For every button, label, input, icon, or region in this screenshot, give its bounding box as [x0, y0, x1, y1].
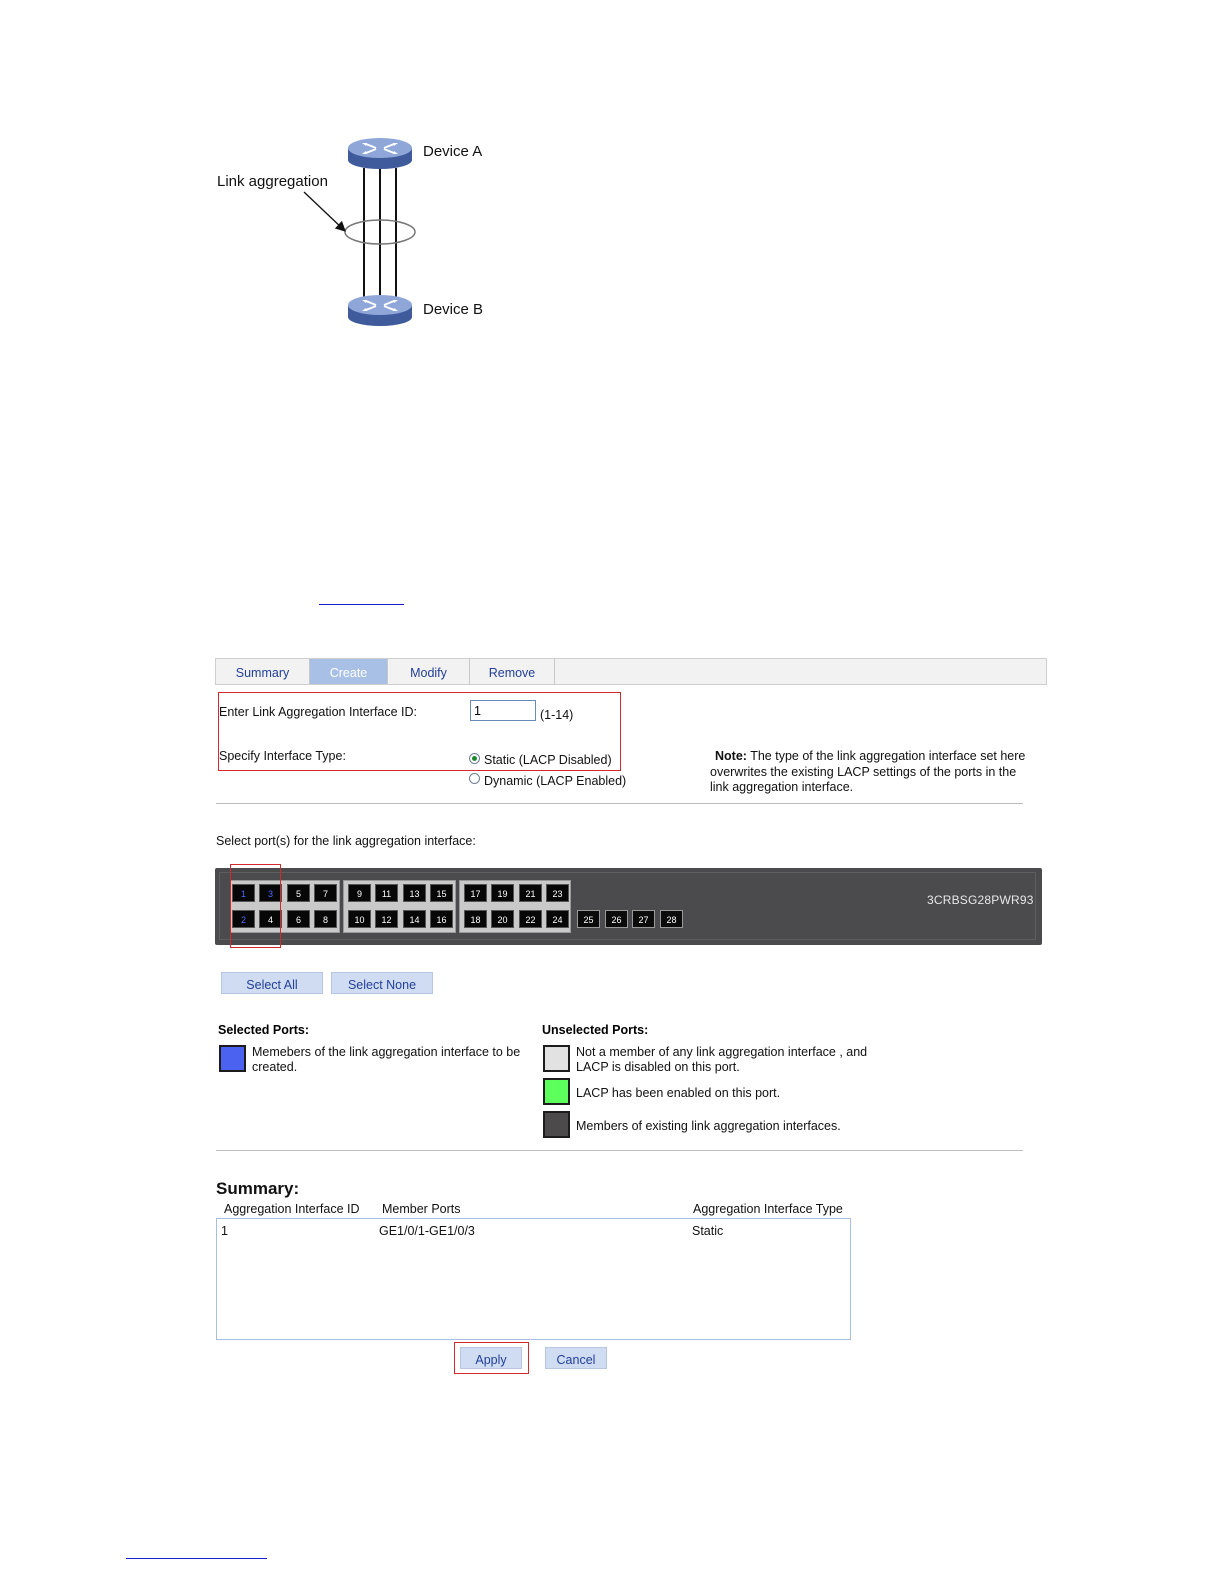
summary-header-members: Member Ports — [382, 1202, 461, 1216]
port-11[interactable]: 11 — [375, 884, 398, 902]
dynamic-radio-label: Dynamic (LACP Enabled) — [484, 774, 627, 788]
select-all-button[interactable]: Select All — [221, 972, 323, 994]
interface-type-label: Specify Interface Type: — [219, 749, 346, 763]
static-radio[interactable] — [469, 753, 480, 764]
selected-desc-line2: created. — [252, 1060, 298, 1074]
port-14[interactable]: 14 — [403, 910, 426, 928]
port-6[interactable]: 6 — [287, 910, 310, 928]
device-a-icon — [348, 138, 412, 169]
divider-2 — [216, 1150, 1023, 1151]
tab-remove[interactable]: Remove — [470, 659, 555, 684]
select-ports-label: Select port(s) for the link aggregation interface: — [216, 834, 476, 848]
apply-button[interactable]: Apply — [460, 1347, 522, 1369]
selected-swatch — [219, 1045, 246, 1072]
port-7[interactable]: 7 — [314, 884, 337, 902]
summary-header-id: Aggregation Interface ID — [224, 1202, 360, 1216]
port-9[interactable]: 9 — [348, 884, 371, 902]
doc-link-underline[interactable] — [319, 604, 404, 605]
port-17[interactable]: 17 — [464, 884, 487, 902]
divider — [216, 803, 1023, 804]
tab-summary[interactable]: Summary — [216, 659, 310, 684]
device-b-icon — [348, 295, 412, 326]
port-5[interactable]: 5 — [287, 884, 310, 902]
static-radio-label: Static (LACP Disabled) — [484, 753, 612, 767]
tab-create[interactable]: Create — [310, 659, 388, 684]
interface-id-label: Enter Link Aggregation Interface ID: — [219, 705, 418, 719]
lacp-enabled-swatch — [543, 1078, 570, 1105]
note-line3: link aggregation interface. — [710, 780, 854, 794]
note-line2: overwrites the existing LACP settings of the ports in the — [710, 765, 1017, 779]
switch-panel — [215, 868, 1042, 945]
device-a-label: Device A — [423, 143, 483, 160]
interface-id-input[interactable] — [470, 700, 536, 721]
summary-header-type: Aggregation Interface Type — [693, 1202, 843, 1216]
port-24[interactable]: 24 — [546, 910, 569, 928]
interface-id-range: (1-14) — [540, 708, 574, 722]
summary-row-members: GE1/0/1-GE1/0/3 — [379, 1224, 475, 1238]
tab-modify[interactable]: Modify — [388, 659, 470, 684]
existing-member-swatch — [543, 1111, 570, 1138]
tab-bar — [215, 658, 1047, 685]
port-21[interactable]: 21 — [519, 884, 542, 902]
unselected-ports-title: Unselected Ports: — [542, 1023, 649, 1037]
port-27[interactable]: 27 — [632, 910, 655, 928]
device-b-label: Device B — [423, 301, 484, 318]
selected-ports-title: Selected Ports: — [218, 1023, 310, 1037]
note-text — [715, 749, 1025, 763]
existing-member-desc: Members of existing link aggregation interfaces. — [576, 1119, 841, 1133]
lacp-enabled-desc: LACP has been enabled on this port. — [576, 1086, 781, 1100]
highlight-apply — [454, 1342, 529, 1374]
summary-list[interactable] — [216, 1218, 851, 1340]
port-12[interactable]: 12 — [375, 910, 398, 928]
selected-desc-line1: Memebers of the link aggregation interface to be — [252, 1045, 521, 1059]
cancel-button[interactable]: Cancel — [545, 1347, 607, 1369]
port-13[interactable]: 13 — [403, 884, 426, 902]
port-19[interactable]: 19 — [491, 884, 514, 902]
link-aggregation-arrow — [295, 185, 355, 240]
note-bold: Note: — [715, 749, 747, 763]
port-2[interactable]: 2 — [232, 910, 255, 928]
port-22[interactable]: 22 — [519, 910, 542, 928]
port-16[interactable]: 16 — [430, 910, 453, 928]
port-10[interactable]: 10 — [348, 910, 371, 928]
not-member-swatch — [543, 1045, 570, 1072]
port-15[interactable]: 15 — [430, 884, 453, 902]
doc-footnote-link-underline[interactable] — [126, 1558, 267, 1559]
link-aggregation-label: Link aggregation — [217, 173, 328, 190]
port-25[interactable]: 25 — [577, 910, 600, 928]
not-member-desc-line1: Not a member of any link aggregation interface , and — [576, 1045, 868, 1059]
highlight-selected-ports — [230, 864, 281, 948]
port-1[interactable]: 1 — [232, 884, 255, 902]
dynamic-radio[interactable] — [469, 773, 480, 784]
not-member-desc-line2: LACP is disabled on this port. — [576, 1060, 740, 1074]
port-3[interactable]: 3 — [259, 884, 282, 902]
port-8[interactable]: 8 — [314, 910, 337, 928]
select-none-button[interactable]: Select None — [331, 972, 433, 994]
port-28[interactable]: 28 — [660, 910, 683, 928]
summary-row-type: Static — [692, 1224, 724, 1238]
summary-row-id: 1 — [221, 1224, 228, 1238]
note-line1: The type of the link aggregation interface set here — [750, 749, 1026, 763]
port-18[interactable]: 18 — [464, 910, 487, 928]
port-26[interactable]: 26 — [605, 910, 628, 928]
switch-panel-frame — [219, 872, 1036, 940]
port-23[interactable]: 23 — [546, 884, 569, 902]
summary-title: Summary: — [216, 1179, 300, 1198]
port-20[interactable]: 20 — [491, 910, 514, 928]
switch-model: 3CRBSG28PWR93 — [927, 893, 1034, 907]
port-4[interactable]: 4 — [259, 910, 282, 928]
